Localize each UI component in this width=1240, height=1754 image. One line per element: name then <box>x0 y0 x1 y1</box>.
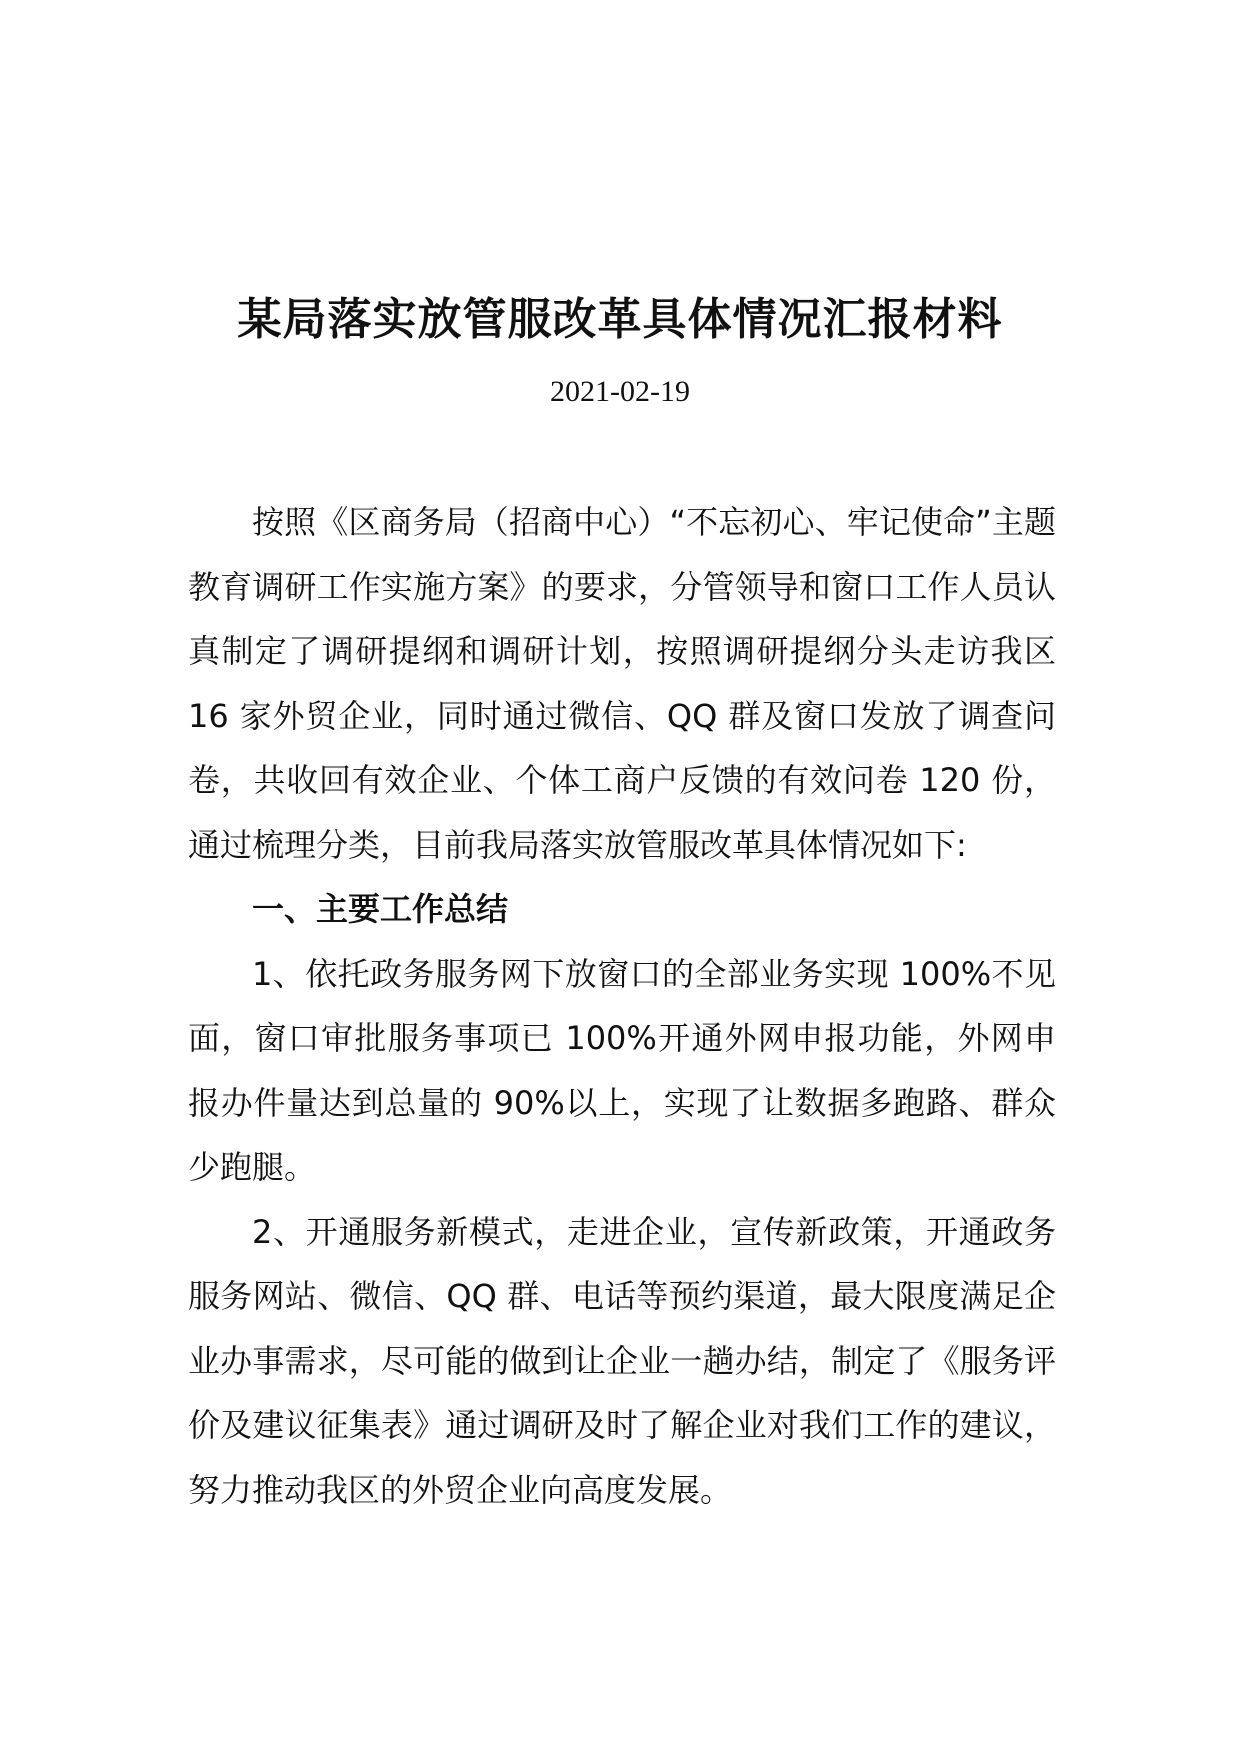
intro-paragraph: 按照《区商务局（招商中心）“不忘初心、牢记使命”主题教育调研工作实施方案》的要求，分管领导和窗口工作人员认真制定了调研提纲和调研计划，按照调研提纲分头走访我区 16 家外贸企业，同时通过微信、QQ 群及窗口发放了调查问卷，共收回有效企业、个体工商户反馈的有效问卷 120 份，通过梳理分类，目前我局落实放管服改革具体情况如下: <box>188 503 1056 864</box>
document-body <box>188 490 1056 1522</box>
document-title: 某局落实放管服改革具体情况汇报材料 <box>237 294 1003 345</box>
item-paragraph-1: 1、依托政务服务网下放窗口的全部业务实现 100%不见面，窗口审批服务事项已 100%开通外网申报功能，外网申报办件量达到总量的 90%以上，实现了让数据多跑路、群众少跑腿。 <box>188 954 1056 1186</box>
section-heading: 一、主要工作总结 <box>252 890 509 928</box>
item-paragraph-2: 2、开通服务新模式，走进企业，宣传新政策，开通政务服务网站、微信、QQ 群、电话等预约渠道，最大限度满足企业办事需求，尽可能的做到让企业一趟办结，制定了《服务评价及建议征集表》通过调研及时了解企业对我们工作的建议，努力推动我区的外贸企业向高度发展。 <box>188 1212 1056 1509</box>
document-date: 2021-02-19 <box>550 375 690 408</box>
